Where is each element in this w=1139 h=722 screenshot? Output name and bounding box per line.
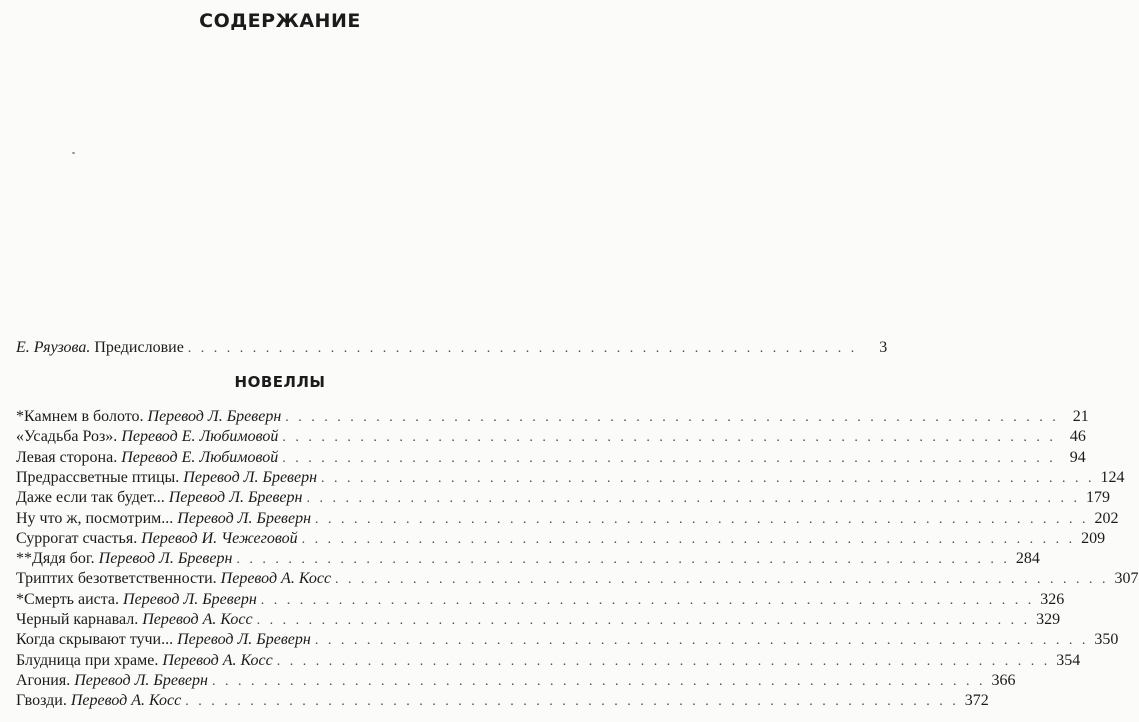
toc-translator: Перевод Е. Любимовой: [121, 448, 279, 466]
toc-title: Предисловие: [94, 339, 184, 356]
toc-title: Предрассветные птицы.: [16, 468, 184, 486]
toc-translator: Перевод А. Косс: [70, 692, 182, 710]
toc-translator: Перевод А. Косс: [220, 570, 332, 588]
toc-leader-dots: . . . . . . . . . . . . . . . . . . . . . . . . . . . . . . . . . . . . . . . . . . . . . . . . . . . . . . . . . . . .: [315, 511, 1089, 527]
toc-leader-dots: . . . . . . . . . . . . . . . . . . . . . . . . . . . . . . . . . . . . . . . . . . . . . . . . . . . . . . . . . . . .: [285, 410, 1059, 425]
toc-row[interactable]: [16, 488, 1110, 508]
toc-entry: [16, 407, 281, 427]
toc-row[interactable]: [16, 549, 1040, 569]
toc-marker: *: [16, 590, 24, 608]
toc-title: Блудница при храме.: [16, 651, 163, 669]
toc-entry: [16, 468, 317, 488]
toc-leader-dots: . . . . . . . . . . . . . . . . . . . . . . . . . . . . . . . . . . . . . . . . . . . . . . . . . . . . . . . . . . . .: [314, 633, 1089, 649]
toc-translator: Перевод Л. Бреверн: [177, 631, 311, 649]
toc-title: Гвозди.: [16, 692, 71, 710]
toc-row[interactable]: [16, 569, 1139, 589]
toc-leader-dots: . . . . . . . . . . . . . . . . . . . . . . . . . . . . . . . . . . . . . . . . . . . . . . . . . . . .: [187, 341, 858, 356]
toc-row[interactable]: [16, 651, 1081, 671]
toc-translator: Перевод Л. Бреверн: [147, 408, 282, 425]
toc-page-number: 329: [1036, 611, 1061, 628]
toc-title: Когда скрывают тучи...: [16, 631, 178, 649]
toc-leader-dots: . . . . . . . . . . . . . . . . . . . . . . . . . . . . . . . . . . . . . . . . . . . . . . . . . . . . . . . . . . . .: [321, 470, 1095, 486]
toc-translator: Перевод А. Косс: [142, 611, 253, 628]
toc-page-number: 202: [1094, 509, 1119, 527]
toc-page-number: 3: [879, 339, 888, 356]
toc-entry: [16, 610, 253, 630]
toc-entry: [16, 569, 331, 589]
toc-entry: [16, 509, 311, 529]
toc-title: Ну что ж, посмотрим...: [16, 509, 178, 527]
toc-row-preface[interactable]: [16, 338, 888, 358]
toc-title: Даже если так будет...: [16, 489, 169, 507]
toc-leader-dots: . . . . . . . . . . . . . . . . . . . . . . . . . . . . . . . . . . . . . . . . . . . . . . . . . . . . . . . . . . . .: [211, 673, 986, 689]
toc-leader-dots: . . . . . . . . . . . . . . . . . . . . . . . . . . . . . . . . . . . . . . . . . . . . . . . . . . . . . . . . . . . .: [236, 552, 1010, 568]
toc-entry: [16, 338, 184, 358]
toc-row[interactable]: [16, 691, 989, 711]
toc-row[interactable]: [16, 427, 1086, 447]
toc-title: Камнем в болото.: [24, 408, 148, 425]
toc-marker: **: [16, 550, 32, 568]
toc-translator: Перевод Л. Бреверн: [123, 590, 257, 608]
toc-translator: Перевод А. Косс: [162, 651, 273, 669]
toc-entry: [16, 590, 257, 610]
toc-translator: Перевод И. Чежеговой: [141, 529, 298, 547]
toc-title: Агония.: [16, 671, 75, 689]
toc-row[interactable]: [16, 529, 1106, 549]
toc-row[interactable]: [16, 468, 1125, 488]
toc-page-number: 366: [991, 671, 1016, 689]
toc-page-number: 94: [1069, 448, 1086, 466]
section-heading: НОВЕЛЛЫ: [234, 373, 326, 391]
toc-title: Суррогат счастья.: [16, 529, 142, 547]
toc-page-number: 46: [1069, 428, 1086, 446]
toc-leader-dots: . . . . . . . . . . . . . . . . . . . . . . . . . . . . . . . . . . . . . . . . . . . . . . . . . . . . . . . . . . . .: [282, 450, 1056, 466]
toc-row[interactable]: [16, 590, 1065, 610]
toc-title: Триптих безответственности.: [16, 570, 221, 588]
toc-entry: [16, 549, 232, 569]
toc-page-number: 179: [1085, 489, 1110, 507]
toc-row[interactable]: [16, 448, 1086, 468]
toc-row[interactable]: [16, 407, 1089, 427]
toc-leader-dots: . . . . . . . . . . . . . . . . . . . . . . . . . . . . . . . . . . . . . . . . . . . . . . . . . . . . . . . . . . . .: [276, 653, 1051, 669]
toc-leader-dots: . . . . . . . . . . . . . . . . . . . . . . . . . . . . . . . . . . . . . . . . . . . . . . . . . . . . . . . . . . . .: [306, 491, 1080, 507]
toc-title: «Усадьба Роз».: [16, 428, 122, 446]
toc-entry: [16, 488, 302, 508]
toc-title: Дядя бог.: [32, 550, 99, 568]
toc-entry: [16, 671, 208, 691]
toc-leader-dots: . . . . . . . . . . . . . . . . . . . . . . . . . . . . . . . . . . . . . . . . . . . . . . . . . . . . . . . . . . . .: [335, 572, 1109, 588]
toc-leader-dots: . . . . . . . . . . . . . . . . . . . . . . . . . . . . . . . . . . . . . . . . . . . . . . . . . . . . . . . . . . . .: [185, 694, 959, 710]
toc-translator: Перевод Л. Бреверн: [168, 489, 303, 507]
toc-leader-dots: . . . . . . . . . . . . . . . . . . . . . . . . . . . . . . . . . . . . . . . . . . . . . . . . . . . . . . . . . . . .: [301, 531, 1076, 547]
toc-page-number: 326: [1040, 590, 1065, 608]
toc-translator: Перевод Л. Бреверн: [74, 671, 208, 689]
toc-leader-dots: . . . . . . . . . . . . . . . . . . . . . . . . . . . . . . . . . . . . . . . . . . . . . . . . . . . . . . . . . . . .: [256, 613, 1031, 628]
toc-page-number: 307: [1114, 570, 1139, 588]
toc-entry: [16, 630, 311, 650]
toc-marker: *: [16, 408, 24, 425]
toc-translator: Перевод Л. Бреверн: [98, 550, 233, 568]
toc-row[interactable]: [16, 610, 1061, 630]
toc-page-number: 21: [1072, 408, 1089, 425]
toc-entry: [16, 651, 273, 671]
page-title: СОДЕРЖАНИЕ: [199, 10, 361, 32]
toc-page-number: 124: [1100, 468, 1125, 486]
toc-title: Левая сторона.: [16, 448, 122, 466]
toc-author: Е. Ряузова.: [16, 339, 91, 356]
toc-page-number: 209: [1081, 529, 1106, 547]
toc-translator: Перевод Л. Бреверн: [183, 468, 318, 486]
toc-leader-dots: . . . . . . . . . . . . . . . . . . . . . . . . . . . . . . . . . . . . . . . . . . . . . . . . . . . . . . . . . . . .: [260, 592, 1035, 608]
toc-translator: Перевод Е. Любимовой: [121, 428, 279, 446]
toc-row[interactable]: [16, 509, 1119, 529]
toc-page-number: 354: [1056, 651, 1081, 669]
print-speck: [72, 152, 75, 154]
toc-page-number: 350: [1094, 631, 1119, 649]
toc-entry: [16, 691, 181, 711]
toc-page-number: 284: [1015, 550, 1040, 568]
toc-row[interactable]: [16, 630, 1119, 650]
toc-row[interactable]: [16, 671, 1016, 691]
toc-entry: [16, 529, 298, 549]
toc-entry: [16, 427, 278, 447]
toc-title: Черный карнавал.: [16, 611, 143, 628]
toc-entry: [16, 448, 278, 468]
toc-page-number: 372: [964, 692, 989, 710]
toc-title: Смерть аиста.: [24, 590, 124, 608]
toc-translator: Перевод Л. Бреверн: [177, 509, 312, 527]
toc-leader-dots: . . . . . . . . . . . . . . . . . . . . . . . . . . . . . . . . . . . . . . . . . . . . . . . . . . . . . . . . . . . .: [282, 430, 1056, 446]
